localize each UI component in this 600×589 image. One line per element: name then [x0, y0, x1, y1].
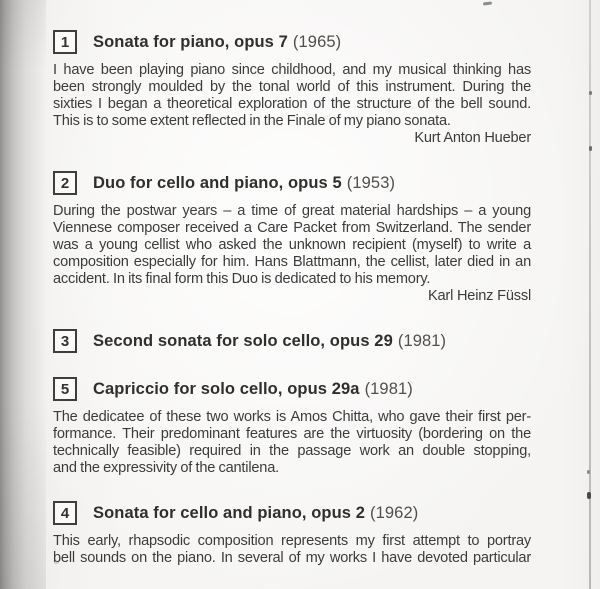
track-description [53, 203, 531, 288]
paragraph-line: bell sounds on the piano. In several of my works I have devoted particular [53, 550, 531, 566]
track-number: 4 [60, 504, 70, 522]
paragraph-line: The dedicatee of these two works is Amos Chitta, who gave their first per- [53, 409, 531, 425]
track-year: (1962) [370, 503, 419, 522]
track-section [53, 30, 531, 147]
paragraph-line: been strongly moulded by the tonal world of this instrument. During the [53, 79, 531, 95]
track-title [93, 332, 446, 351]
track-number-box [53, 329, 77, 353]
track-year: (1981) [397, 331, 447, 350]
track-heading [53, 30, 531, 54]
paragraph-line: Viennese composer received a Care Packet from Switzerland. The sender [53, 220, 531, 236]
paragraph-line: sixties I began a theoretical exploration of the structure of the bell sound. [53, 96, 531, 112]
paragraph-line: During the postwar years – a time of great material hardships – a young [53, 203, 531, 219]
track-heading [53, 501, 531, 525]
paragraph-line: technically feasible) required in the passage work an double stopping, [53, 443, 531, 459]
track-title-text: Second sonata for solo cello, opus 29 [93, 331, 393, 350]
track-number-box [53, 501, 77, 525]
track-section [53, 329, 531, 353]
author-name: Kurt Anton Hueber [414, 130, 531, 146]
paragraph-line: I have been playing piano since childhood, and my musical thinking has [53, 62, 531, 78]
scan-right-crease [589, 0, 591, 589]
scan-artifact-speck [587, 470, 590, 474]
track-year: (1981) [364, 379, 413, 398]
track-number: 2 [60, 174, 70, 192]
track-title [93, 380, 413, 399]
scan-artifact-speck [587, 492, 591, 499]
track-title-text: Sonata for cello and piano, opus 2 [93, 503, 366, 522]
paragraph-line: formance. Their predominant features are the virtuosity (bordering on the [53, 426, 531, 442]
track-title-text: Sonata for piano, opus 7 [93, 32, 288, 51]
paragraph-line: This is to some extent reflected in the Finale of my piano sonata. [53, 113, 451, 129]
track-number: 1 [60, 33, 70, 51]
scan-artifact-speck [483, 1, 492, 5]
track-year: (1965) [292, 32, 342, 51]
paragraph-line: accident. In its final form this Duo is dedicated to his memory. [53, 271, 431, 287]
track-title-text: Duo for cello and piano, opus 5 [93, 173, 342, 192]
paragraph-line: composition especially for him. Hans Blattmann, the cellist, later died in an [53, 254, 531, 270]
scan-artifact-speck [589, 146, 592, 151]
track-title [93, 504, 418, 523]
track-section [53, 501, 531, 567]
track-title [93, 174, 395, 193]
track-year: (1953) [346, 173, 396, 192]
scan-left-edge [0, 0, 46, 589]
track-number-box [53, 171, 77, 195]
track-number-box [53, 30, 77, 54]
track-heading [53, 329, 531, 353]
track-description [53, 62, 531, 130]
track-section [53, 171, 531, 305]
liner-notes [53, 30, 531, 567]
track-number: 3 [60, 332, 70, 350]
track-title-text: Capriccio for solo cello, opus 29a [93, 379, 360, 398]
track-description [53, 409, 531, 477]
paragraph-line: and the expressivity of the cantilena. [53, 460, 279, 476]
track-section [53, 377, 531, 477]
paragraph-line: was a young cellist who asked the unknown recipient (myself) to write a [53, 237, 531, 253]
track-number-box [53, 377, 77, 401]
track-description [53, 533, 531, 567]
paragraph-line: This early, rhapsodic composition represents my first attempt to portray [53, 533, 531, 549]
track-title [93, 33, 341, 52]
scan-artifact-speck [589, 91, 592, 95]
track-heading [53, 377, 531, 401]
track-sections [53, 30, 531, 567]
author-name: Karl Heinz Füssl [427, 288, 531, 304]
track-number: 5 [60, 380, 70, 398]
track-heading [53, 171, 531, 195]
